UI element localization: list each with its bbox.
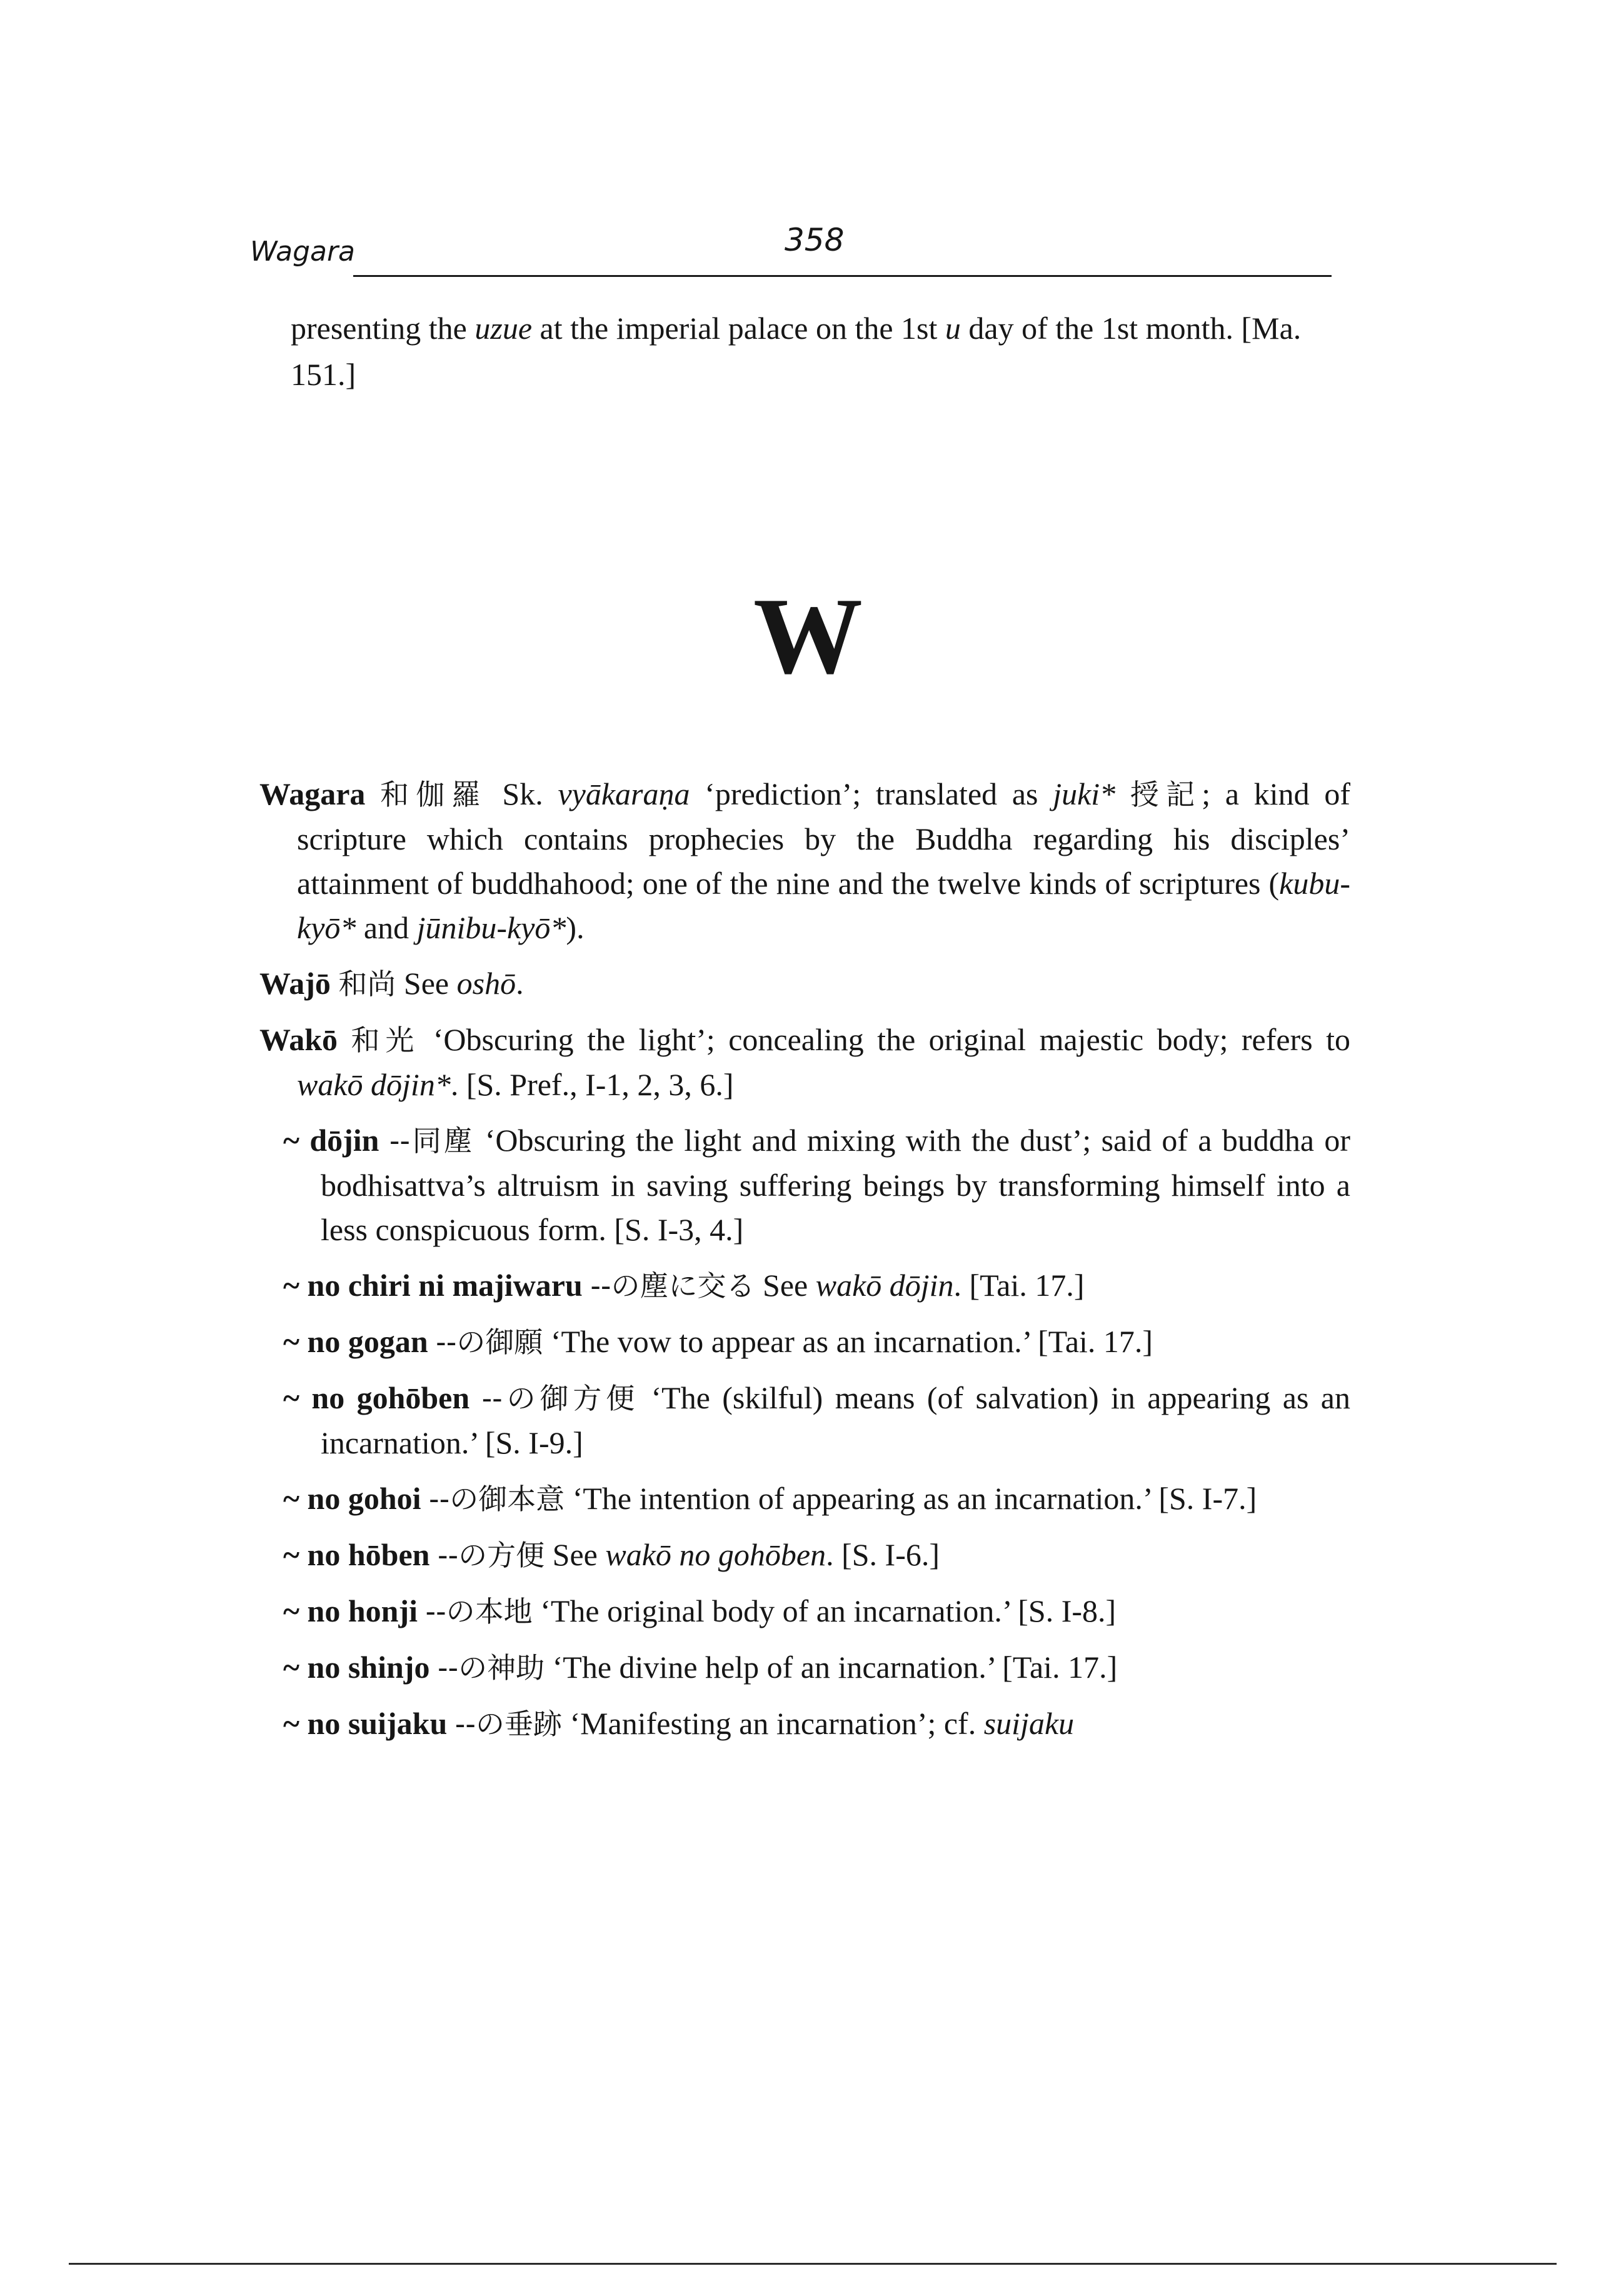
entry-headword: Wagara — [259, 776, 366, 811]
subentry-headword: no chiri ni majiwaru — [307, 1268, 583, 1303]
subentry-no-gogan — [283, 1320, 1350, 1365]
footer-rule — [69, 2263, 1557, 2265]
subentry-definition: ‘The original body of an incarnation.’ [S. I-8.] — [532, 1593, 1117, 1628]
text-segment: presenting the — [291, 311, 475, 346]
text-segment: ). — [566, 910, 585, 945]
subentry-headword: no gogan — [307, 1324, 428, 1359]
subentry-definition: ‘The intention of appearing as an incarnation.’ [S. I-7.] — [565, 1481, 1257, 1516]
text-segment: . [Tai. 17.] — [953, 1268, 1085, 1303]
text-segment: ‘prediction’; translated as — [690, 776, 1053, 811]
subentry-kanji: --同塵 — [389, 1124, 475, 1158]
tilde-mark: ~ — [283, 1123, 300, 1158]
text-segment: . [S. Pref., I-1, 2, 3, 6.] — [450, 1067, 734, 1102]
subentry-kanji: --の塵に交る — [590, 1269, 755, 1303]
entry-wagara — [259, 772, 1350, 950]
subentry-no-gohoi — [283, 1476, 1350, 1521]
tilde-mark: ~ — [283, 1481, 300, 1516]
subentry-kanji: --の方便 — [437, 1538, 545, 1572]
subentry-headword: no suijaku — [307, 1706, 448, 1741]
tilde-mark: ~ — [283, 1380, 300, 1415]
italic-term: uzue — [474, 311, 533, 346]
italic-term: suijaku — [983, 1706, 1075, 1741]
subentry-no-chiri-ni-majiwaru — [283, 1263, 1350, 1308]
text-segment: See — [755, 1268, 816, 1303]
continuation-paragraph — [291, 305, 1341, 398]
italic-term: jūnibu-kyō* — [416, 910, 566, 945]
subentry-no-suijaku — [283, 1702, 1350, 1747]
tilde-mark: ~ — [283, 1268, 300, 1303]
subentry-definition: ‘The (skilful) means (of salvation) in appearing as an incarnation.’ [S. I-9.] — [321, 1380, 1350, 1460]
subentry-kanji: --の神助 — [437, 1651, 545, 1685]
text-segment: ‘Obscuring the light’; concealing the original majestic body; refers to — [419, 1022, 1351, 1057]
text-segment: at the imperial palace on the 1st — [532, 311, 945, 346]
italic-term: wakō dōjin* — [297, 1067, 451, 1102]
text-segment: and — [356, 910, 417, 945]
subentry-headword: dōjin — [309, 1123, 379, 1158]
entry-kanji: 和尚 — [338, 967, 396, 1001]
subentry-kanji: --の御方便 — [481, 1381, 640, 1415]
subentry-kanji: --の御本意 — [429, 1482, 565, 1516]
subentry-kanji: --の垂跡 — [454, 1707, 562, 1741]
subentry-headword: no hōben — [307, 1537, 430, 1572]
tilde-mark: ~ — [283, 1324, 300, 1359]
subentry-no-shinjo — [283, 1645, 1350, 1690]
running-head-word: Wagara — [250, 236, 356, 268]
italic-term: oshō — [456, 966, 516, 1001]
text-segment: day of the 1st month. [Ma. 151.] — [291, 311, 1302, 392]
header-rule — [353, 275, 1332, 277]
subentry-definition: ‘The divine help of an incarnation.’ [Tai. 17.] — [545, 1650, 1118, 1685]
tilde-mark: ~ — [283, 1706, 300, 1741]
subentry-definition: ‘Obscuring the light and mixing with the dust’; said of a buddha or bodhisattva’s altruism in saving suffering beings by transforming himself into a less conspicuous form. [S. I-3, 4.] — [321, 1123, 1351, 1247]
italic-term: vyākaraṇa — [558, 776, 690, 811]
text-segment: . [S. I-6.] — [826, 1537, 940, 1572]
section-letter: W — [753, 575, 863, 696]
italic-term: wakō dōjin — [815, 1268, 954, 1303]
entry-kanji: 和光 — [351, 1023, 420, 1057]
subentry-dojin — [283, 1118, 1350, 1252]
entry-list — [259, 772, 1350, 1758]
text-segment: See — [396, 966, 457, 1001]
text-segment: ; a kind of scripture which contains prophecies by the Buddha regarding his disciples’ attainment of buddhahood; one of the nine and the twelve kinds of scriptures ( — [297, 776, 1350, 901]
italic-term: wakō no gohōben — [605, 1537, 826, 1572]
subentry-headword: no shinjo — [307, 1650, 430, 1685]
subentry-definition: ‘The vow to appear as an incarnation.’ [Tai. 17.] — [543, 1324, 1153, 1359]
subentry-no-honji — [283, 1589, 1350, 1634]
subentry-no-gohoben — [283, 1376, 1350, 1465]
italic-term: juki* — [1053, 776, 1116, 811]
text-segment: ‘Manifesting an incarnation’; cf. — [561, 1706, 984, 1741]
italic-term: kubu-kyō* — [297, 866, 1350, 945]
entry-kanji: 和伽羅 — [380, 778, 488, 811]
entry-headword: Wajō — [259, 966, 331, 1001]
entry-wajo — [259, 961, 1350, 1006]
subentry-headword: no honji — [307, 1593, 418, 1628]
text-segment: Sk. — [487, 776, 558, 811]
subentry-kanji: --の御願 — [436, 1325, 543, 1359]
tilde-mark: ~ — [283, 1593, 300, 1628]
text-segment: See — [545, 1537, 606, 1572]
page-number: 358 — [785, 222, 845, 258]
text-segment: . — [516, 966, 524, 1001]
subentry-headword: no gohoi — [307, 1481, 421, 1516]
entry-headword: Wakō — [259, 1022, 338, 1057]
entry-wako — [259, 1018, 1350, 1107]
tilde-mark: ~ — [283, 1650, 300, 1685]
tilde-mark: ~ — [283, 1537, 300, 1572]
italic-term: u — [945, 311, 961, 346]
subentry-no-hoben — [283, 1533, 1350, 1578]
entry-kanji: 授記 — [1130, 778, 1202, 811]
subentry-headword: no gohōben — [311, 1380, 470, 1415]
subentry-kanji: --の本地 — [425, 1595, 533, 1628]
